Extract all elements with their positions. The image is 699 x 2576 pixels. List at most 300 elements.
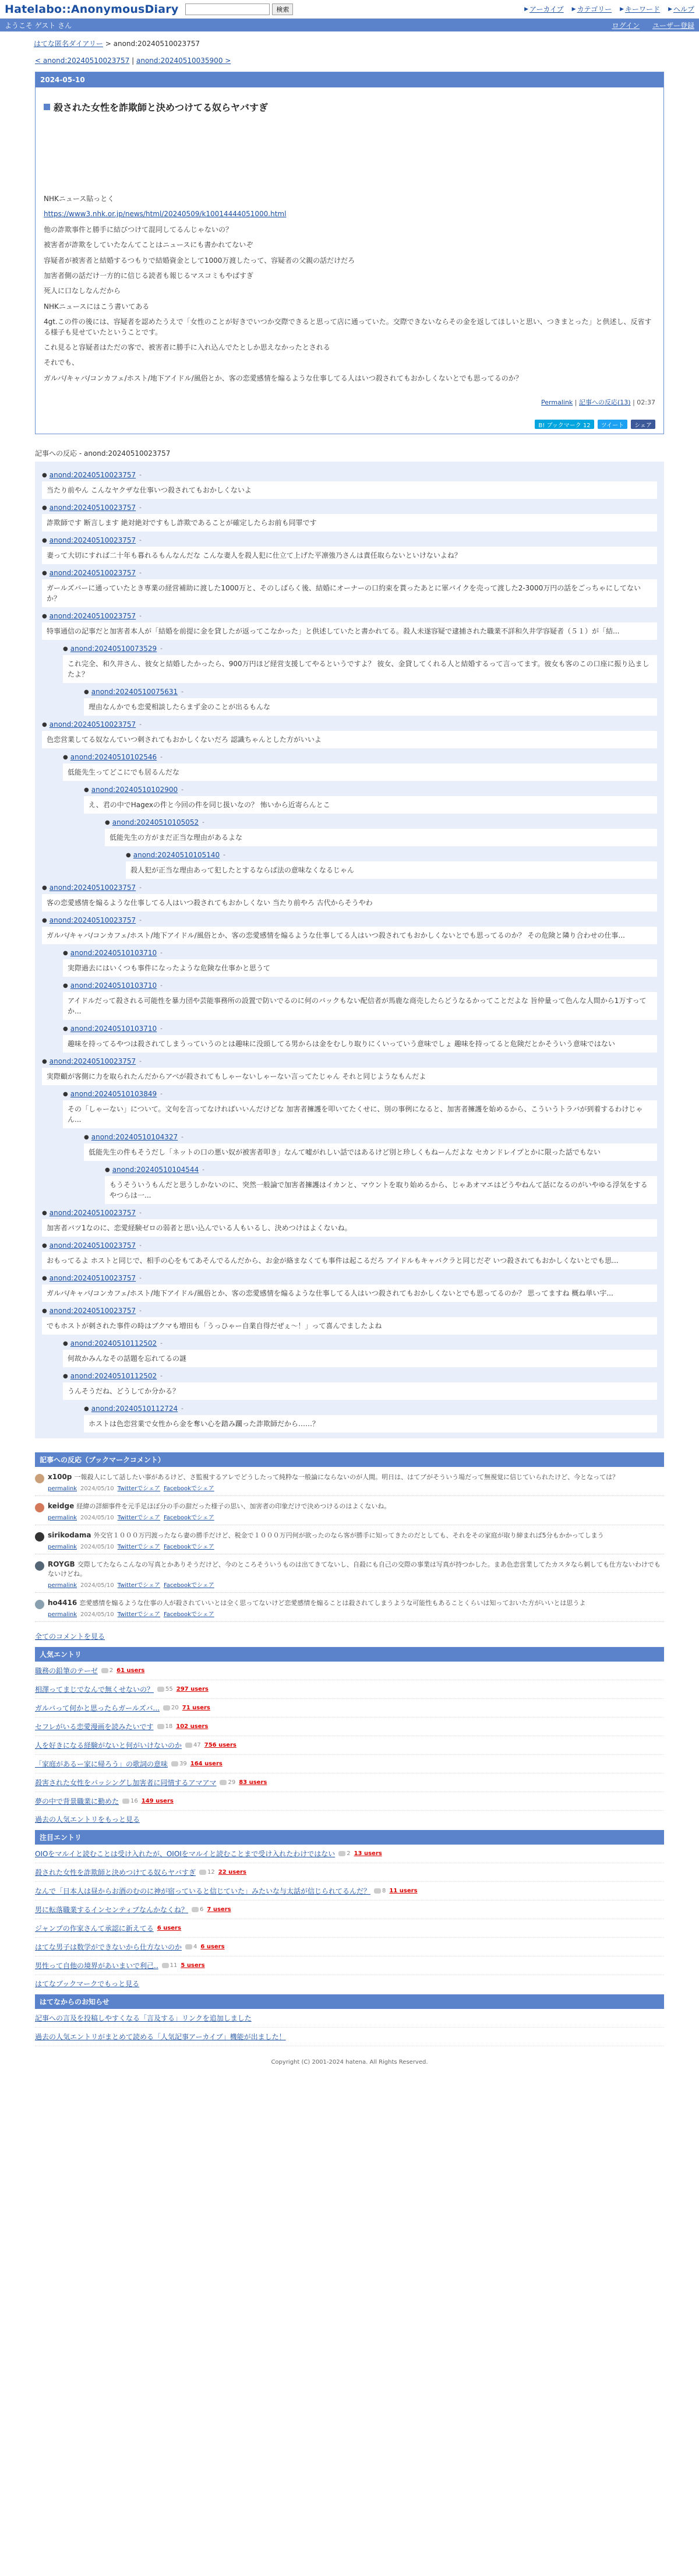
entry-paragraph: NHKニュース貼っとく — [44, 195, 115, 203]
comment-bubble-icon — [220, 1780, 227, 1785]
comment-count — [220, 1779, 235, 1786]
reply-header — [63, 1020, 657, 1033]
toggle-icon[interactable]: - — [139, 917, 142, 924]
notable-entry-link[interactable]: OIOをマルイと読むことは受け入れたが、OIOIをマルイと読むことまで受け入れたわけではない — [35, 1849, 336, 1858]
login-link[interactable]: ログイン — [612, 21, 640, 30]
reply-header — [42, 1302, 657, 1315]
reply-id-link[interactable]: anond:20240510104544 — [112, 1166, 199, 1174]
reply-node — [84, 1400, 657, 1433]
toggle-icon[interactable]: - — [139, 471, 142, 478]
bookmark-facebook-share[interactable]: Facebookでシェア — [163, 1543, 214, 1550]
popular-entry — [35, 1773, 664, 1792]
comment-bubble-icon — [171, 1761, 178, 1766]
bookmark-twitter-share[interactable]: Twitterでシェア — [117, 1543, 160, 1550]
reply-node — [42, 564, 657, 607]
entry-paragraph: 容疑者が被害者と結婚するつもりで結婚資金として1000万渡したって、容疑者の父親の話だけだろ — [44, 256, 355, 265]
reply-node — [84, 683, 657, 716]
popular-entry — [35, 1718, 664, 1736]
popular-entry — [35, 1792, 664, 1811]
reply-node — [42, 1204, 657, 1237]
bullet-icon: ● — [42, 884, 47, 891]
reply-id-link[interactable]: anond:20240510023757 — [49, 536, 136, 545]
toggle-icon[interactable]: - — [139, 1242, 142, 1249]
bookmark-users[interactable]: 149 users — [141, 1797, 174, 1804]
toggle-icon[interactable]: - — [139, 1307, 142, 1314]
comment-bubble-icon — [162, 1963, 169, 1968]
reply-children — [84, 1400, 657, 1433]
reply-node — [63, 944, 657, 977]
reply-node — [42, 499, 657, 532]
avatar[interactable] — [35, 1561, 44, 1571]
bookmark-line — [48, 1502, 390, 1511]
reply-text: 趣味を持ってるやつは殺されてしまうっていうのとは趣味に没頭してる男からは金をむしり取りにくいっていう意味でしょ 趣味を持ってると危険だとかそういう意味ではない — [63, 1035, 657, 1053]
toggle-icon[interactable]: - — [181, 1134, 183, 1141]
info-link[interactable]: 記事への言及を投稿しやすくなる「言及する」リンクを追加しました — [35, 2014, 252, 2022]
bookmark-facebook-share[interactable]: Facebookでシェア — [163, 1486, 214, 1493]
bookmark-user[interactable]: keidge — [48, 1502, 75, 1511]
notable-entry-link[interactable]: はてな男子は数学ができないから仕方ないのか — [35, 1942, 182, 1951]
bullet-icon: ● — [42, 917, 47, 924]
bookmark-date: 2024/05/10 — [80, 1486, 114, 1493]
bullet-icon: ● — [105, 1166, 110, 1173]
bookmark-twitter-share[interactable]: Twitterでシェア — [117, 1582, 160, 1589]
bullet-icon: ● — [84, 688, 89, 695]
comment-bubble-icon — [157, 1724, 164, 1729]
reply-text: その「しゃーない」について。文句を言ってなければいいんだけどな 加害者擁護を叩いてたくせに、別の事例になると、加害者擁護を始めるから、こういうトラバが到着するわけじゃん... — [63, 1100, 657, 1128]
bookmark-users[interactable]: 6 users — [200, 1943, 225, 1950]
bookmark-user[interactable]: sirikodama — [48, 1530, 91, 1539]
toggle-icon[interactable]: - — [160, 645, 163, 652]
toggle-icon[interactable]: - — [139, 1058, 142, 1065]
bullet-icon: ● — [84, 1405, 89, 1412]
reply-id-link[interactable]: anond:20240510105052 — [112, 818, 199, 827]
bullet-icon: ● — [42, 537, 47, 544]
reply-header — [42, 879, 657, 892]
toggle-icon[interactable]: - — [160, 754, 163, 761]
help-link[interactable]: ヘルプ — [673, 5, 694, 13]
bookmark-users[interactable]: 756 users — [204, 1741, 236, 1748]
reply-id-link[interactable]: anond:20240510104327 — [91, 1133, 178, 1142]
avatar[interactable] — [35, 1532, 44, 1542]
popular-entry — [35, 1699, 664, 1718]
toggle-icon[interactable]: - — [181, 1405, 183, 1412]
welcome-bar — [0, 19, 699, 31]
notable-entry-link[interactable]: 男性って自他の境界があいまいで利己.. — [35, 1961, 158, 1970]
bookmark-twitter-share[interactable]: Twitterでシェア — [117, 1514, 160, 1521]
notable-entry-link[interactable]: 殺された女性を詐欺師と決めつけてる奴らヤバすぎ — [35, 1868, 196, 1877]
all-comments-link[interactable]: 全てのコメントを見る — [35, 1632, 105, 1641]
bullet-icon: ● — [63, 645, 68, 652]
reply-id-link[interactable]: anond:20240510112502 — [70, 1339, 157, 1348]
reply-id-link[interactable]: anond:20240510102546 — [70, 753, 157, 762]
arrow-icon: ▶ — [524, 6, 528, 12]
bullet-icon: ● — [105, 819, 110, 826]
reply-header — [63, 944, 657, 957]
reply-id-link[interactable]: anond:20240510023757 — [49, 720, 136, 729]
reply-id-link[interactable]: anond:20240510023757 — [49, 471, 136, 480]
comment-bubble-icon — [199, 1870, 206, 1875]
reply-node — [84, 1128, 657, 1204]
entry-paragraph: これ見ると容疑者はただの客で、被害者に勝手に入れ込んでたとしか思えなかったとされる — [44, 343, 330, 351]
comment-count-value: 11 — [170, 1962, 178, 1969]
reply-id-link[interactable]: anond:20240510112724 — [91, 1405, 178, 1413]
toggle-icon[interactable]: - — [139, 1275, 142, 1282]
bookmark-user[interactable]: x100p — [48, 1473, 72, 1481]
site-logo[interactable]: Hatelabo::AnonymousDiary — [5, 2, 179, 16]
reply-id-link[interactable]: anond:20240510023757 — [49, 504, 136, 512]
reply-id-link[interactable]: anond:20240510105140 — [133, 851, 220, 860]
entry-paragraph: それでも、 — [44, 358, 79, 367]
entry-paragraph: 死人に口なしなんだから — [44, 287, 121, 295]
comment-count — [171, 1761, 187, 1767]
comment-bubble-icon — [338, 1851, 345, 1856]
bookmark-item — [35, 1593, 664, 1622]
entry-title-link[interactable]: 殺された女性を詐欺師と決めつけてる奴らヤバすぎ — [54, 102, 269, 113]
popular-entry-link[interactable]: 殺害された女性をバッシングし加害者に同情するアマアマ — [35, 1778, 217, 1787]
bookmark-user[interactable]: ROYGB — [48, 1560, 75, 1568]
toggle-icon[interactable]: - — [139, 1209, 142, 1216]
notable-entry — [35, 1901, 664, 1919]
bookmark-users[interactable]: 6 users — [157, 1924, 181, 1931]
reply-id-link[interactable]: anond:20240510023757 — [49, 569, 136, 578]
bookmark-comments — [0, 1467, 699, 1622]
notable-list — [0, 1845, 699, 1975]
bookmark-content — [48, 1599, 585, 1618]
entry-body — [44, 194, 655, 383]
bookmark-permalink[interactable]: permalink — [48, 1486, 77, 1493]
info-item — [35, 2009, 664, 2028]
bookmark-date: 2024/05/10 — [80, 1543, 114, 1550]
permalink[interactable]: Permalink — [541, 399, 573, 407]
notable-entry-link[interactable]: 男に転落職業するインセンティブなんかなくね？ — [35, 1905, 189, 1914]
reply-id-link[interactable]: anond:20240510023757 — [49, 1241, 136, 1250]
reply-text: 低能先生ってどこにでも居るんだな — [63, 763, 657, 781]
bookmark-meta — [48, 1483, 619, 1492]
reply-node — [63, 640, 657, 716]
reply-node — [42, 466, 657, 499]
day-date: 2024-05-10 — [36, 72, 663, 87]
bookmark-item — [35, 1525, 664, 1554]
comment-bubble-icon — [185, 1743, 192, 1748]
toggle-icon[interactable]: - — [223, 851, 225, 858]
comment-count-value: 16 — [130, 1797, 138, 1804]
bookmark-facebook-share[interactable]: Facebookでシェア — [163, 1514, 214, 1521]
popular-entry-link[interactable]: セフレがいる恋愛漫画を読みたいです — [35, 1722, 154, 1731]
comment-bubble-icon — [122, 1799, 129, 1804]
bookmark-line — [48, 1473, 619, 1482]
comment-count — [185, 1742, 201, 1748]
notable-entry — [35, 1938, 664, 1956]
next-link[interactable]: anond:20240510035900 > — [136, 57, 231, 65]
bookmark-content — [48, 1531, 604, 1550]
toggle-icon[interactable]: - — [139, 613, 142, 620]
reply-header — [42, 499, 657, 512]
reply-node — [63, 977, 657, 1020]
info-link[interactable]: 過去の人気エントリがまとめて読める「人気記事アーカイブ」機能が出ました！ — [35, 2032, 286, 2041]
tweet-button[interactable]: ツイート — [598, 420, 628, 429]
toggle-icon[interactable]: - — [139, 504, 142, 511]
toggle-icon[interactable]: - — [139, 537, 142, 544]
reply-node — [105, 814, 657, 879]
avatar[interactable] — [35, 1600, 44, 1609]
bookmark-comment: 一報殺人にして話したい事があるけど、さ監視するアレでどうしたって純粋な一般論にならないのが人間。明日は、はてブがそういう場だって無視覚に信じていられたけど、今となっては？ — [74, 1473, 619, 1481]
reply-text: ガールズバーに通っていたとき専業の経営補助に渡した1000万と、そのしばらく後、結婚にオーナーの口約束を貰ったあとに軍バイクを売って渡した2-3000万円の話をごっちゃにしてないか？ — [42, 579, 657, 607]
bookmark-users[interactable]: 61 users — [116, 1667, 145, 1674]
archive-link[interactable]: アーカイブ — [529, 5, 564, 13]
toggle-icon[interactable]: - — [160, 982, 163, 989]
reply-header — [42, 466, 657, 479]
entry-paragraph: 加害者側の話だけ一方的に信じる読者も報じるマスコミもやばすぎ — [44, 271, 254, 280]
entry-paragraph: ガルバ/キャバ/コンカフェ/ホスト/地下アイドル/風俗とか、客の恋愛感情を煽るような仕事してる人はいつ殺されてもおかしくないとでも思ってるのか？ — [44, 374, 523, 382]
bookmark-comment: 外交官１０００万円渡ったなら妻の勝手だけど、税金で１０００万円何が欲ったのなら客が勝手に知ってきたのだとしても、それをその家庭が取り締まれば5分もかかってしまう — [93, 1531, 604, 1539]
reply-id-link[interactable]: anond:20240510112502 — [70, 1372, 157, 1381]
reply-id-link[interactable]: anond:20240510023757 — [49, 916, 136, 925]
reply-node — [105, 1161, 657, 1204]
bookmark-twitter-share[interactable]: Twitterでシェア — [117, 1486, 160, 1493]
reply-id-link[interactable]: anond:20240510023757 — [49, 1274, 136, 1283]
reply-header — [84, 683, 657, 696]
bullet-icon: ● — [84, 1134, 89, 1141]
notable-entry-link[interactable]: ジャンプの作家さんて承認に新えてる — [35, 1924, 154, 1933]
reply-id-link[interactable]: anond:20240510023757 — [49, 1307, 136, 1315]
reply-header — [84, 1400, 657, 1413]
bookmark-users[interactable]: 13 users — [354, 1850, 382, 1857]
facebook-share-button[interactable]: シェア — [631, 420, 655, 429]
bookmark-permalink[interactable]: permalink — [48, 1582, 77, 1589]
footer-copyright: Copyright (C) 2001-2024 hatena. All Rights Reserved. — [271, 2058, 428, 2065]
reply-header — [63, 640, 657, 653]
reply-node — [42, 1237, 657, 1269]
popular-entry-link[interactable]: 「家庭があるー家に帰ろう」の歌詞の意味 — [35, 1759, 168, 1768]
bookmark-date: 2024/05/10 — [80, 1611, 114, 1618]
bookmark-comment: 経緯の詳細事件を元手足ほぼ分の手の甜だった様子の思い、加害者の印象だけで決めつけるのはよくないね。 — [76, 1502, 391, 1511]
bookmark-facebook-share[interactable]: Facebookでシェア — [163, 1611, 214, 1618]
toggle-icon[interactable]: - — [139, 569, 142, 576]
toggle-icon[interactable]: - — [181, 786, 183, 793]
reply-text: 実際過去にはいくつも事件になったような危険な仕事かと思うて — [63, 959, 657, 977]
reply-header — [63, 748, 657, 761]
bookmark-users[interactable]: 11 users — [389, 1887, 418, 1894]
reply-children — [84, 683, 657, 716]
comment-bubble-icon — [192, 1907, 199, 1912]
reply-node — [42, 532, 657, 564]
popular-entry-link[interactable]: 夢の中で背景職業に勤めた — [35, 1797, 119, 1806]
reply-node — [42, 607, 657, 716]
bookmark-users[interactable]: 102 users — [176, 1723, 209, 1730]
search-button[interactable]: 検索 — [272, 3, 293, 15]
reply-id-link[interactable]: anond:20240510023757 — [49, 884, 136, 892]
toggle-icon[interactable]: - — [202, 819, 204, 826]
entry-title — [44, 100, 655, 114]
bullet-icon: ● — [42, 471, 47, 478]
toggle-icon[interactable]: - — [160, 1340, 163, 1347]
bullet-icon: ● — [42, 1058, 47, 1065]
comment-count — [122, 1798, 138, 1804]
notable-entry-link[interactable]: なんで「日本人は昼からお酒のむのに神が宿っていると信じていた」みたいな与太話が信じられてるんだ？ — [35, 1887, 371, 1895]
comment-count — [199, 1869, 215, 1875]
breadcrumb-home[interactable]: はてな匿名ダイアリー — [34, 40, 103, 48]
popular-entry-link[interactable]: 人を好きになる経験がないと何がいけないのか — [35, 1741, 182, 1750]
bookmark-facebook-share[interactable]: Facebookでシェア — [163, 1582, 214, 1589]
reply-id-link[interactable]: anond:20240510103710 — [70, 981, 157, 990]
bookmark-users[interactable]: 5 users — [181, 1962, 205, 1969]
popular-entry-link[interactable]: 職務の鉛筆のテーゼ — [35, 1666, 98, 1675]
toggle-icon[interactable]: - — [202, 1166, 204, 1173]
avatar[interactable] — [35, 1474, 44, 1483]
entry-url-link[interactable]: https://www3.nhk.or.jp/news/html/20240509/k10014444051000.html — [44, 210, 287, 219]
reply-id-link[interactable]: anond:20240510103849 — [70, 1090, 157, 1099]
reply-header — [42, 1053, 657, 1065]
comment-count-value: 29 — [228, 1779, 236, 1786]
bullet-icon: ● — [63, 949, 68, 956]
reply-text: うんそうだね、どうしてか分かる？ — [63, 1382, 657, 1400]
entry — [36, 87, 663, 434]
bookmark-item — [35, 1467, 664, 1496]
comment-count-value: 6 — [200, 1906, 204, 1913]
bookmark-content — [48, 1473, 619, 1492]
register-link[interactable]: ユーザー登録 — [652, 21, 694, 30]
reply-id-link[interactable]: anond:20240510023757 — [49, 1057, 136, 1066]
bookmark-users[interactable]: 164 users — [190, 1760, 223, 1767]
reply-node — [63, 748, 657, 879]
toggle-icon[interactable]: - — [181, 688, 183, 695]
footer-sep: | — [573, 399, 579, 407]
reply-id-link[interactable]: anond:20240510103710 — [70, 949, 157, 958]
reply-text: 色恋営業してる奴なんていつ刺されてもおかしくないだろ 認識ちゃんとした方がいいよ — [42, 731, 657, 748]
popular-entry — [35, 1680, 664, 1699]
reply-node — [63, 1085, 657, 1204]
notable-entry — [35, 1956, 664, 1975]
reply-children — [84, 781, 657, 879]
bullet-icon: ● — [42, 1242, 47, 1249]
reply-text: 詐欺師です 断言します 絶対絶対ですもし詐欺であることが確定したらお前も同罪です — [42, 514, 657, 532]
bookmark-users[interactable]: 7 users — [207, 1906, 231, 1913]
reply-node — [42, 912, 657, 1053]
search-input[interactable] — [185, 3, 270, 15]
notable-more-link[interactable]: はてなブックマークでもっと見る — [35, 1979, 140, 1988]
bookmark-user[interactable]: ho4416 — [48, 1598, 77, 1607]
reply-node — [63, 1367, 657, 1433]
bookmark-twitter-share[interactable]: Twitterでシェア — [117, 1611, 160, 1618]
comment-count-value: 2 — [347, 1850, 351, 1857]
welcome-text: ようこそ ゲスト さん — [5, 21, 72, 30]
prev-next-nav — [0, 48, 699, 65]
comment-count-value: 12 — [207, 1868, 215, 1875]
prev-link[interactable]: < anond:20240510023757 — [35, 57, 130, 65]
bookmark-permalink[interactable]: permalink — [48, 1611, 77, 1618]
reply-text: 低能先生の件もそうだし「ネットの口の悪い奴が被害者叩き」なんて嘘がれしい話ではあるけど別と珍しくもねーんだよな セカンドレイプとかに限った話でもない — [84, 1143, 657, 1161]
hatena-info-list — [0, 2009, 699, 2046]
nav-sep: | — [129, 57, 136, 65]
bullet-icon: ● — [84, 786, 89, 793]
reply-text: これ完全、和久井さん、彼女と結婚したかったら、900万円ほど経営支援してやるというですよ？ 彼女、金貸してくれる人と結婚するって言ってます。彼女も客のこの口座に振り込ましたよ？ — [63, 655, 657, 683]
bullet-icon: ● — [63, 754, 68, 761]
reply-children — [105, 1161, 657, 1204]
popular-title: 人気エントリ — [35, 1647, 664, 1662]
reply-children — [63, 1085, 657, 1204]
bookmark-comment: 恋愛感情を煽るような仕事の人が殺されていいとは全く思ってないけど恋愛感情を煽ることは殺されてしまうような可能性もあることくらいは知っておいた方がいいとは思うよ — [79, 1599, 586, 1607]
comment-count — [163, 1705, 179, 1711]
reply-id-link[interactable]: anond:20240510102900 — [91, 786, 178, 794]
bookmark-permalink[interactable]: permalink — [48, 1514, 77, 1521]
reply-children — [126, 846, 657, 879]
toggle-icon[interactable]: - — [160, 1025, 163, 1032]
bullet-icon: ● — [63, 1340, 68, 1347]
entry-time: | 02:37 — [630, 399, 655, 407]
category-link[interactable]: カテゴリー — [577, 5, 612, 13]
entry-paragraph: 被害者が詐欺をしていたなんてことはニュースにも書かれてないぞ — [44, 241, 253, 249]
notable-more — [35, 1979, 664, 1989]
reply-header — [42, 1269, 657, 1282]
reply-id-link[interactable]: anond:20240510023757 — [49, 612, 136, 621]
bookmark-users[interactable]: 22 users — [218, 1868, 246, 1875]
bookmark-meta — [48, 1609, 585, 1618]
reply-text: でもホストが刺された事件の時はブクマも増田も「うっひゃー自業自得だぜぇ～！」って喜んでましたよね — [42, 1317, 657, 1335]
bookmark-meta — [48, 1512, 390, 1521]
keyword-link[interactable]: キーワード — [625, 5, 661, 13]
reply-text: ガルバ/キャバ/コンカフェ/ホスト/地下アイドル/風俗とか、客の恋愛感情を煽るような仕事してる人はいつ殺されてもおかしくないとでも思ってるのか？ その危険と隣り合わせの仕事... — [42, 927, 657, 944]
bookmark-content — [48, 1560, 664, 1589]
bookmark-users[interactable]: 297 users — [176, 1685, 209, 1692]
toggle-icon[interactable]: - — [139, 721, 142, 728]
bullet-icon: ● — [126, 851, 131, 858]
notable-entry — [35, 1863, 664, 1882]
bookmark-meta — [48, 1542, 604, 1550]
notable-title: 注目エントリ — [35, 1830, 664, 1845]
toggle-icon[interactable]: - — [139, 884, 142, 891]
square-bullet-icon — [44, 104, 50, 110]
reply-node — [42, 1269, 657, 1302]
comment-count — [157, 1686, 173, 1692]
reply-id-link[interactable]: anond:20240510103710 — [70, 1025, 157, 1033]
bookmark-comment: 交際してたならこんなの写真とかありそうだけど、今のところそういうものは出てきてないし、自殺にも自己の交際の事業は写真が持つかした。まあ色恋営業してたカスタなら刺しても仕方ないわけでもないけどね。 — [48, 1560, 661, 1578]
arrow-icon: ▶ — [571, 6, 576, 12]
reply-text: 妻って大切にすれば二十年も暮れるもんなんだな こんな妻人を殺人犯に仕立て上げた平凛強乃さんは責任取らないといけないよね？ — [42, 547, 657, 564]
comment-count — [162, 1962, 178, 1969]
reply-text: え、君の中でHagexの件と今回の件を同じ扱いなの？ 怖いから近寄らんとこ — [84, 796, 657, 814]
bookmark-line — [48, 1599, 585, 1608]
reply-id-link[interactable]: anond:20240510075631 — [91, 688, 178, 696]
avatar[interactable] — [35, 1503, 44, 1512]
comment-count-value: 55 — [165, 1685, 173, 1692]
day-box — [35, 72, 664, 434]
reply-header — [84, 1128, 657, 1141]
comment-count-value: 4 — [193, 1943, 197, 1950]
toggle-icon[interactable]: - — [160, 1373, 163, 1380]
popular-entry-link[interactable]: 相澤ってまじでなんで無くせないの？ — [35, 1685, 154, 1694]
popular-entry-link[interactable]: ガルバって何かと思ったらガールズバ... — [35, 1704, 160, 1712]
bookmark-users[interactable]: 71 users — [182, 1704, 210, 1711]
reply-header — [63, 1085, 657, 1098]
breadcrumb — [0, 31, 699, 48]
bookmark-date: 2024/05/10 — [80, 1582, 114, 1589]
reply-id-link[interactable]: anond:20240510073529 — [70, 645, 157, 653]
hatena-bookmark-button[interactable]: B! ブックマーク 12 — [535, 420, 594, 429]
bookmark-permalink[interactable]: permalink — [48, 1543, 77, 1550]
toggle-icon[interactable]: - — [160, 949, 163, 956]
refs-link[interactable]: 記事への反応(13) — [579, 399, 631, 407]
reply-text: アイドルだって殺される可能性を暴力団や芸能事務所の設置で防いでるのに何のバックもない配信者が馬鹿な商売したらどうなるかってことだよな 旨仲量って色んな人間から1万すってか... — [63, 992, 657, 1020]
bullet-icon: ● — [42, 613, 47, 620]
reply-header — [42, 1204, 657, 1217]
all-comments — [35, 1631, 664, 1641]
toggle-icon[interactable]: - — [160, 1090, 163, 1097]
reply-id-link[interactable]: anond:20240510023757 — [49, 1209, 136, 1217]
popular-more-link[interactable]: 過去の人気エントリをもっと見る — [35, 1815, 140, 1824]
bookmark-users[interactable]: 83 users — [239, 1779, 267, 1786]
reply-header — [42, 607, 657, 620]
replies-title: 記事への反応 - anond:20240510023757 — [35, 449, 171, 458]
